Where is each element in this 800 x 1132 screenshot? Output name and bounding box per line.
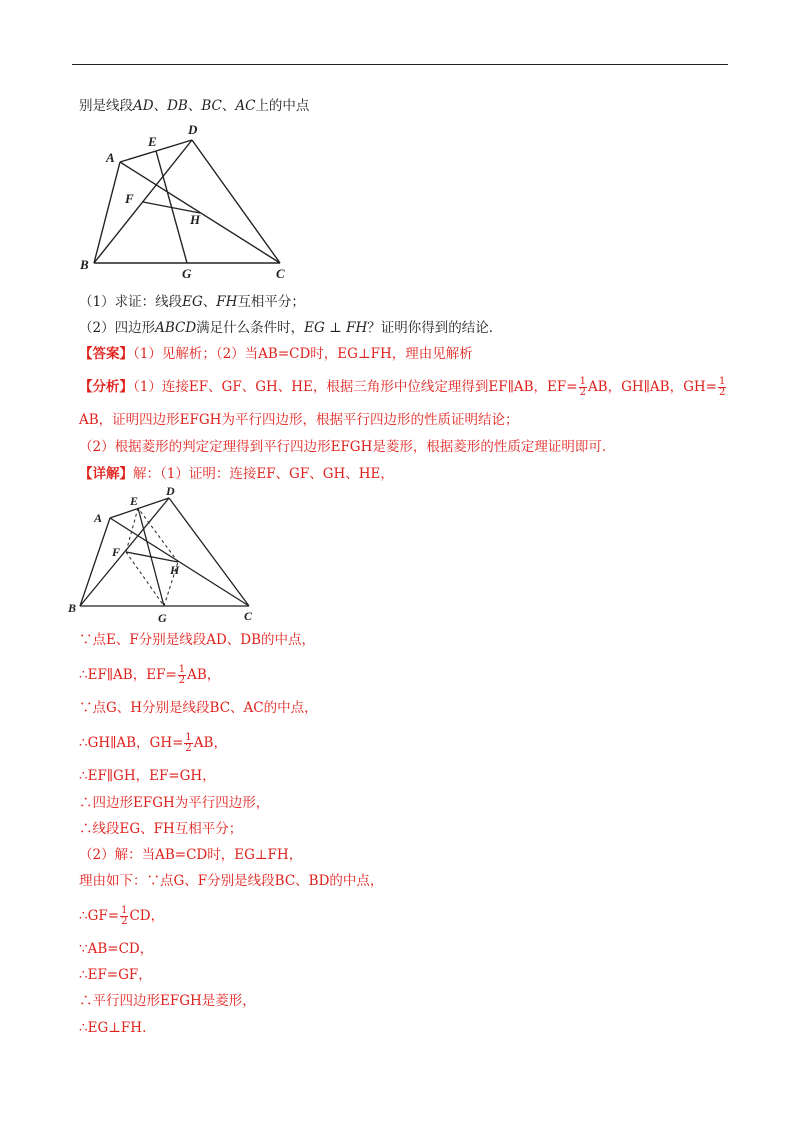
proof-step: ∴EF∥GH，EF=GH， [79, 768, 216, 784]
q1-prefix: （1）求证：线段 [79, 294, 183, 310]
detail-tag: 【详解】 [79, 466, 133, 482]
answer-text: （1）见解析；（2）当AB=CD时，EG⊥FH，理由见解析 [133, 346, 473, 362]
analysis-tag: 【分析】 [79, 379, 133, 395]
analysis-text: AB，GH∥AB，GH= [587, 379, 717, 395]
q1-suffix: 互相平分； [237, 294, 305, 310]
proof-step [79, 733, 227, 754]
proof-text: ∴GF= [79, 908, 120, 924]
label-d: D [166, 484, 175, 498]
sep: 、 [221, 98, 236, 114]
q2-mid: 满足什么条件时， [196, 320, 305, 336]
label-e: E [148, 134, 157, 149]
proof-text: CD， [129, 908, 165, 924]
analysis-line-2: AB，证明四边形EFGH为平行四边形，根据平行四边形的性质证明结论； [79, 412, 519, 428]
geometry-figure-2 [66, 482, 266, 630]
proof-step [79, 906, 164, 927]
sep: 、 [202, 294, 217, 310]
label-b: B [80, 257, 89, 272]
frac-num: 1 [178, 664, 186, 675]
proof-step: ∴EG⊥FH. [79, 1020, 147, 1036]
frac-num: 1 [579, 376, 586, 387]
detail-intro-text: 解：（1）证明：连接EF、GF、GH、HE， [133, 466, 394, 482]
proof-step: ∵AB=CD， [79, 941, 154, 957]
proof-text: AB， [193, 735, 227, 751]
frac-den: 2 [178, 675, 186, 686]
fraction-half [579, 377, 587, 398]
frac-num: 1 [718, 376, 726, 387]
fraction-half [178, 665, 186, 686]
header-rule [72, 64, 728, 65]
label-a: A [94, 511, 103, 525]
proof-step: （2）解：当AB=CD时，EG⊥FH， [79, 847, 303, 863]
sep: 、 [187, 98, 202, 114]
proof-step: ∴平行四边形EFGH是菱形， [79, 993, 256, 1009]
intro-prefix: 别是线段 [79, 98, 133, 114]
label-h: H [190, 212, 201, 227]
edge-ab [94, 162, 120, 263]
quad-abcd: ABCD [155, 320, 197, 336]
seg-bc: BC [201, 98, 222, 114]
proof-step: ∵点E、F分别是线段AD、DB的中点， [79, 632, 316, 648]
proof-step: ∴四边形EFGH为平行四边形， [79, 795, 270, 811]
label-h: H [170, 563, 180, 577]
fraction-half [718, 377, 726, 398]
proof-step [79, 665, 220, 686]
intro-line [79, 97, 309, 115]
fraction-half [184, 733, 192, 754]
label-c: C [244, 609, 253, 623]
analysis-text: （1）连接EF、GF、GH、HE，根据三角形中位线定理得到EF∥AB，EF= [133, 379, 578, 395]
fraction-half [120, 906, 128, 927]
q2-prefix: （2）四边形 [79, 320, 156, 336]
answer-tag: 【答案】 [79, 346, 133, 362]
intro-suffix: 上的中点 [255, 98, 310, 114]
frac-den: 2 [579, 387, 586, 398]
proof-text: AB， [187, 667, 221, 683]
label-e: E [130, 494, 139, 508]
sep: 、 [153, 98, 168, 114]
dashed-fg [126, 552, 164, 606]
label-b: B [68, 601, 77, 615]
proof-step: ∴EF=GF， [79, 967, 152, 983]
edge-cd [192, 140, 280, 263]
answer-line [79, 345, 473, 363]
seg-ad: AD [133, 98, 154, 114]
label-f: F [125, 191, 134, 206]
label-g: G [158, 611, 167, 625]
proof-text: ∴GH∥AB，GH= [79, 735, 184, 751]
seg-ac: AC [235, 98, 256, 114]
proof-text: ∴EF∥AB，EF= [79, 667, 177, 683]
label-a: A [106, 150, 115, 165]
frac-den: 2 [121, 916, 128, 927]
analysis-line-1 [79, 377, 727, 398]
proof-step: ∵点G、H分别是线段BC、AC的中点， [79, 700, 318, 716]
label-d: D [188, 122, 198, 137]
seg-db: DB [167, 98, 188, 114]
question-2 [79, 319, 502, 337]
condition: EG ⊥ FH [304, 320, 368, 336]
analysis-line-3: （2）根据菱形的判定定理得到平行四边形EFGH是菱形，根据菱形的性质定理证明即可． [79, 439, 616, 455]
q2-suffix: ？证明你得到的结论． [367, 320, 503, 336]
frac-den: 2 [185, 743, 192, 754]
label-f: F [112, 545, 121, 559]
edge-ab [80, 518, 110, 606]
frac-num: 1 [185, 732, 192, 743]
proof-step: 理由如下：∵点G、F分别是线段BC、BD的中点， [79, 873, 384, 889]
proof-step: ∴线段EG、FH互相平分； [79, 821, 243, 837]
frac-den: 2 [718, 387, 726, 398]
dashed-he [138, 508, 178, 562]
geometry-figure-1 [70, 118, 310, 286]
seg-eg: EG [182, 294, 203, 310]
edge-cd [169, 498, 249, 606]
label-c: C [276, 266, 285, 281]
question-1 [79, 293, 305, 311]
label-g: G [182, 266, 192, 281]
seg-fh: FH [216, 294, 238, 310]
detail-intro [79, 465, 394, 483]
frac-num: 1 [121, 905, 128, 916]
diagonal-ac [110, 518, 249, 606]
